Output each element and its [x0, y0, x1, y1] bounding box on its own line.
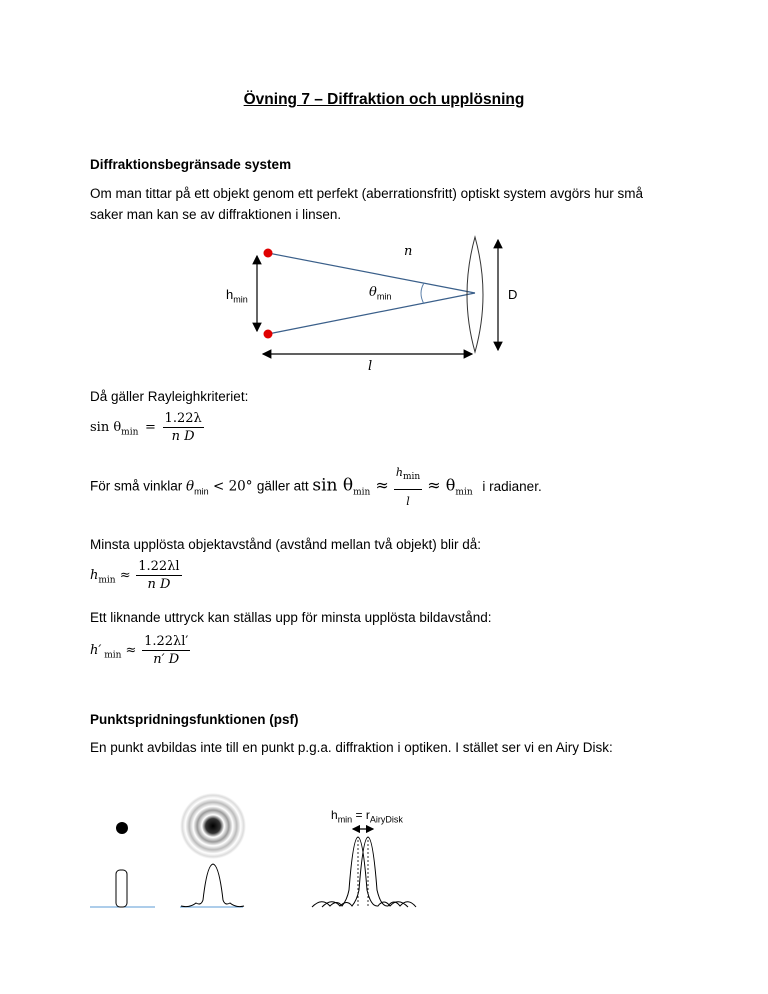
point-source	[116, 822, 128, 834]
min-object-intro: Minsta upplösta objektavstånd (avstånd mellan två objekt) blir då:	[90, 537, 481, 552]
label-theta-min: $\theta_{min}$	[369, 285, 392, 302]
intro-line-2: saker man kan se av diffraktionen i linsen.	[90, 207, 342, 222]
label-hmin-airy: $h_{min} = r_{AiryDisk}$	[331, 808, 403, 825]
psf-text: En punkt avbildas inte till en punkt p.g.a. diffraktion i optiken. I stället ser vi en Airy Disk:	[90, 740, 613, 755]
label-n: n	[404, 244, 413, 259]
airy-profile	[181, 864, 244, 907]
point-profile	[116, 870, 127, 907]
min-image-intro: Ett liknande uttryck kan ställas upp för minsta upplösta bildavstånd:	[90, 610, 492, 625]
label-D: D	[508, 287, 518, 302]
section-heading-diffraction: Diffraktionsbegränsade system	[90, 157, 292, 172]
label-l: l	[368, 359, 373, 374]
page-title: Övning 7 – Diffraktion och upplösning	[243, 91, 525, 108]
min-object-formula: $h_{min}$ ≈ $\frac{1.22\lambda l}{\text{n D}}$	[90, 559, 180, 592]
airy-profile-left	[312, 837, 408, 907]
small-angle-line: För små vinklar $\theta_{min} < 20^\circ$ gäller att $\sin \theta_{min}$ ≈ $\frac{h_{min}}{l}$ ≈ $\theta_{min}$ i radianer.	[90, 462, 542, 512]
rayleigh-formula: $\sin \theta_{min}$ = $\frac{1.22\lambda}{\text{n D}}$	[90, 411, 202, 444]
airy-disk	[180, 793, 246, 859]
rayleigh-intro: Då gäller Rayleighkriteriet:	[90, 389, 249, 404]
intro-line-1: Om man tittar på ett objekt genom ett perfekt (aberrationsfritt) optiskt system avgörs hur små	[90, 186, 643, 201]
min-image-formula: h′ $_{min}$ ≈ $\frac{1.22\lambda l'}{n' D}$	[90, 634, 189, 667]
label-h-min: $h_{min}$	[226, 287, 248, 305]
section-heading-psf: Punktspridningsfunktionen (psf)	[90, 712, 299, 727]
